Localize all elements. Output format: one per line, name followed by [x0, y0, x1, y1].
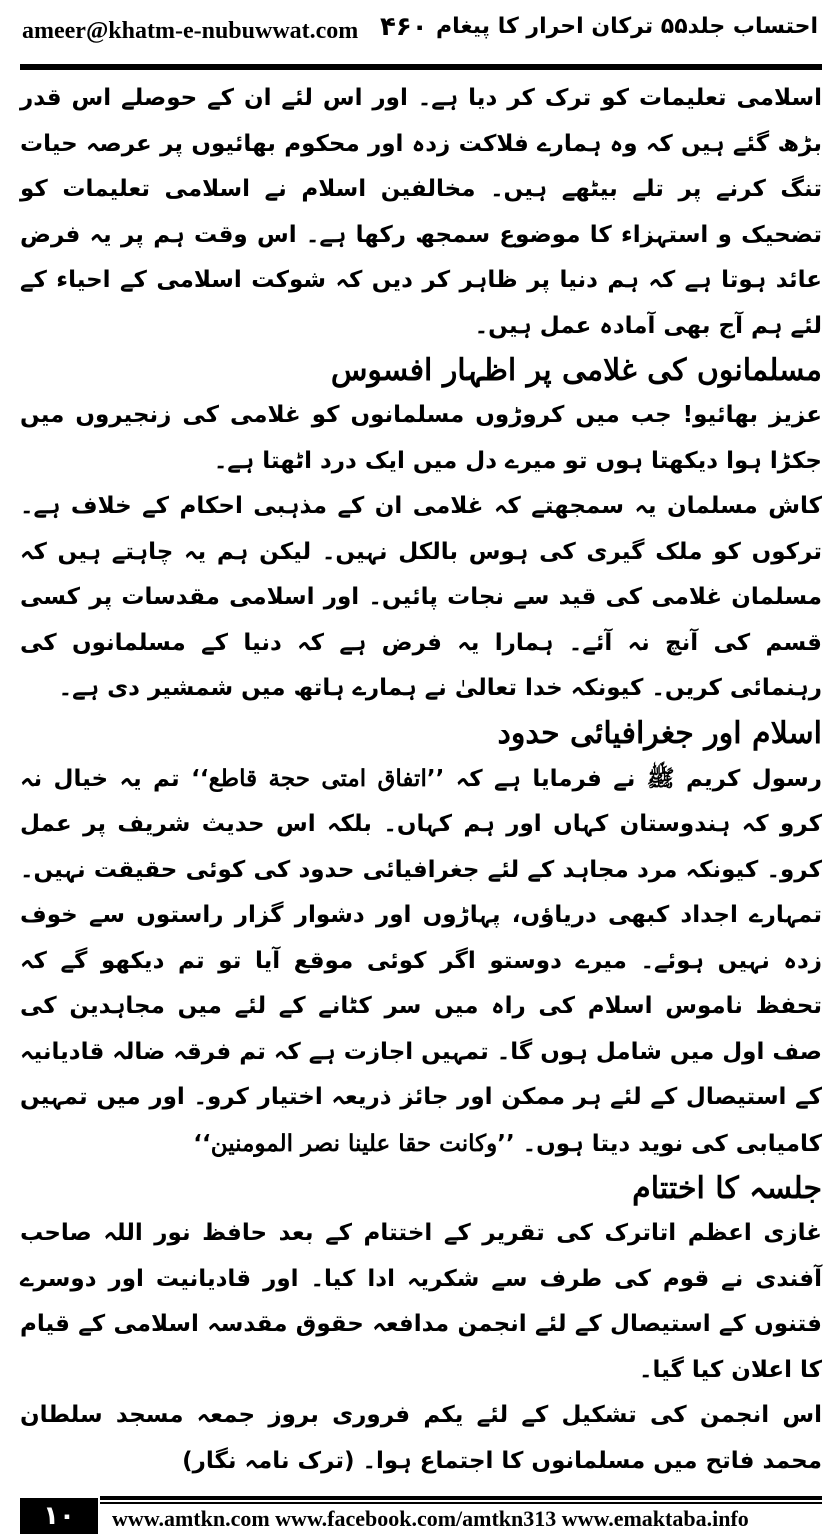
page-footer	[0, 1490, 840, 1540]
heading-conclusion: جلسہ کا اختتام	[632, 1171, 822, 1206]
paragraph-2: عزیز بھائیو! جب میں کروڑوں مسلمانوں کو غلامی کی زنجیروں میں جکڑا ہوا دیکھتا ہوں تو میرے دل میں ایک درد اٹھتا ہے۔	[20, 402, 822, 474]
article-body	[20, 76, 822, 1474]
header-issue-title: احتساب جلد۵۵ ترکان احرار کا پیغام	[435, 14, 818, 39]
header-email: ameer@khatm-e-nubuwwat.com	[22, 18, 359, 44]
paragraph-4	[20, 756, 822, 1168]
footer-rule	[100, 1496, 822, 1500]
page-header	[0, 0, 840, 58]
paragraph-5: غازی اعظم اتاترک کی تقریر کے اختتام کے بعد حافظ نور اللہ صاحب آفندی نے قوم کی طرف سے شکریہ ادا کیا۔ اور قادیانیت اور دوسرے فتنوں کے استیصال کے لئے انجمن مدافعہ حقوق مقدسہ اسلامی کے قیام کا اعلان کیا گیا۔	[20, 1220, 822, 1383]
footer-rule-thin	[100, 1502, 822, 1504]
header-rule	[20, 64, 822, 70]
paragraph-4-part-a: رسول کریم ﷺ نے فرمایا ہے کہ ’’	[426, 765, 822, 792]
header-page-number: ۴۶۰	[380, 12, 428, 42]
paragraph-4-part-b: ‘‘ تم یہ خیال نہ کرو کہ ہندوستان کہاں اور ہم کہاں۔ بلکہ اس حدیث شریف پر عمل کرو۔ کیونکہ مرد مجاہد کے لئے جغرافیائی حدود کی کوئی حقیقت نہیں۔ تمہارے اجداد کبھی دریاؤں، پہاڑوں اور دشوار گزار راستوں سے خوف زدہ نہیں ہوئے۔ میرے دوستو اگر کوئی موقع آیا تو تم دیکھو گے کہ تحفظ ناموس اسلام کی راہ میں سر کٹانے کے لئے میں مجاہدین کی صف اول میں شامل ہوں گا۔ تمہیں اجازت ہے کہ تم فرقہ ضالہ قادیانیہ کے استیصال کے لئے ہر ممکن اور جائز ذریعہ اختیار کرو۔ اور میں تمہیں کامیابی کی نوید دیتا ہوں۔ ’’	[20, 765, 822, 1157]
heading-geography: اسلام اور جغرافیائی حدود	[497, 715, 822, 751]
heading-slavery: مسلمانوں کی غلامی پر اظہار افسوس	[330, 353, 822, 388]
paragraph-4-part-c: ‘‘	[193, 1130, 211, 1157]
footer-page-number: ۱۰	[20, 1498, 98, 1534]
hadith-quote: اتفاق امتی حجة قاطع	[208, 764, 427, 792]
quran-quote: وکانت حقا علینا نصر المومنین	[210, 1129, 498, 1157]
paragraph-3: کاش مسلمان یہ سمجھتے کہ غلامی ان کے مذہبی احکام کے خلاف ہے۔ ترکوں کو ملک گیری کی ہوس بالکل نہیں۔ لیکن ہم یہ چاہتے ہیں کہ مسلمان غلامی کی قید سے نجات پائیں۔ اور اسلامی مقدسات پر کسی قسم کی آنچ نہ آئے۔ ہمارا یہ فرض ہے کہ دنیا کے مسلمانوں کی رہنمائی کریں۔ کیونکہ خدا تعالیٰ نے ہمارے ہاتھ میں شمشیر دی ہے۔	[20, 493, 822, 701]
paragraph-6: اس انجمن کی تشکیل کے لئے یکم فروری بروز جمعہ مسجد سلطان محمد فاتح میں مسلمانوں کا اجتماع ہوا۔ (ترک نامہ نگار)	[20, 1402, 822, 1474]
footer-websites: www.amtkn.com www.facebook.com/amtkn313 www.emaktaba.info	[112, 1506, 749, 1531]
paragraph-1: اسلامی تعلیمات کو ترک کر دیا ہے۔ اور اس لئے ان کے حوصلے اس قدر بڑھ گئے ہیں کہ وہ ہمارے فلاکت زدہ اور محکوم بھائیوں پر عرصہ حیات تنگ کرنے پر تلے بیٹھے ہیں۔ مخالفین اسلام نے اسلامی تعلیمات کو تضحیک و استہزاء کا موضوع سمجھ رکھا ہے۔ اس وقت ہم پر یہ فرض عائد ہوتا ہے کہ ہم دنیا پر ظاہر کر دیں کہ شوکت اسلامی کے احیاء کے لئے ہم آج بھی آمادہ عمل ہیں۔	[20, 85, 822, 339]
